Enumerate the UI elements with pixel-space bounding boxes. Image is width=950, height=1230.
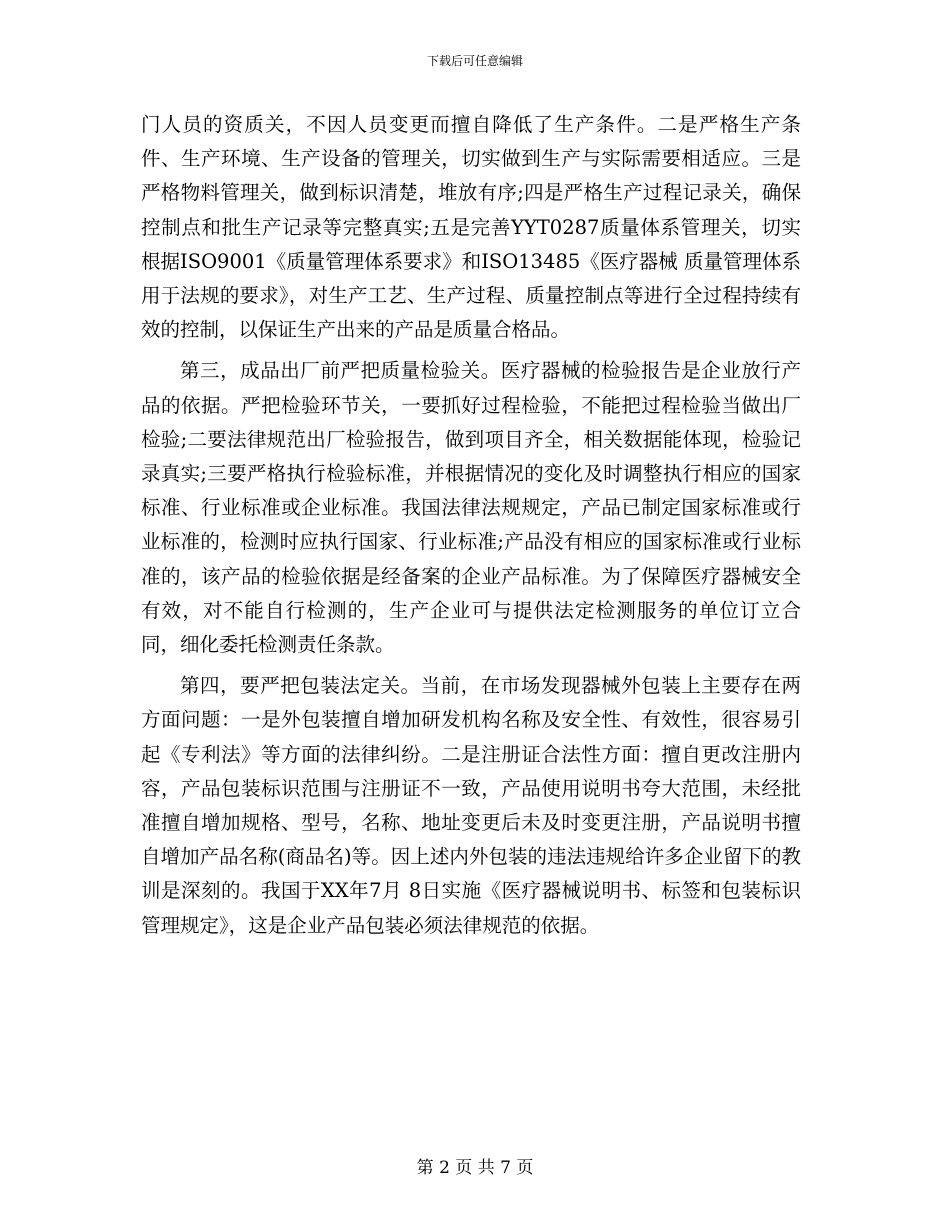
paragraph-packaging: 第四，要严把包装法定关。当前，在市场发现器械外包装上主要存在两方面问题：一是外包装擅自增加研发机构名称及安全性、有效性，很容易引起《专利法》等方面的法律纠纷。二是注册证合法性方面：擅自更改注册内容，产品包装标识范围与注册证不一致，产品使用说明书夸大范围，未经批准擅自增加规格、型号，名称、地址变更后未及时变更注册，产品说明书擅自增加产品名称(商品名)等。因上述内外包装的违法违规给许多企业留下的教训是深刻的。我国于XX年7月 8日实施《医疗器械说明书、标签和包装标识管理规定》，这是企业产品包装必须法律规范的依据。 [141, 674, 801, 937]
paragraph-inspection: 第三，成品出厂前严把质量检验关。医疗器械的检验报告是企业放行产品的依据。严把检验环节关，一要抓好过程检验，不能把过程检验当做出厂检验;二要法律规范出厂检验报告，做到项目齐全，相关数据能体现，检验记录真实;三要严格执行检验标准，并根据情况的变化及时调整执行相应的国家标准、行业标准或企业标准。我国法律法规规定，产品已制定国家标准或行业标准的，检测时应执行国家、行业标准;产品没有相应的国家标准或行业标准的，该产品的检验依据是经备案的企业产品标准。为了保障医疗器械安全有效，对不能自行检测的，生产企业可与提供法定检测服务的单位订立合同，细化委托检测责任条款。 [141, 359, 801, 657]
paragraph-production-control: 门人员的资质关，不因人员变更而擅自降低了生产条件。二是严格生产条件、生产环境、生产设备的管理关，切实做到生产与实际需要相适应。三是严格物料管理关，做到标识清楚，堆放有序;四是严格生产过程记录关，确保控制点和批生产记录等完整真实;五是完善YYT0287质量体系管理关，切实根据ISO9001《质量管理体系要求》和ISO13485《医疗器械 质量管理体系用于法规的要求》，对生产工艺、生产过程、质量控制点等进行全过程持续有效的控制，以保证生产出来的产品是质量合格品。 [141, 113, 801, 342]
page-number: 第 2 页 共 7 页 [416, 1158, 534, 1178]
document-body [141, 108, 801, 943]
page-header-note: 下载后可任意编辑 [426, 54, 523, 68]
